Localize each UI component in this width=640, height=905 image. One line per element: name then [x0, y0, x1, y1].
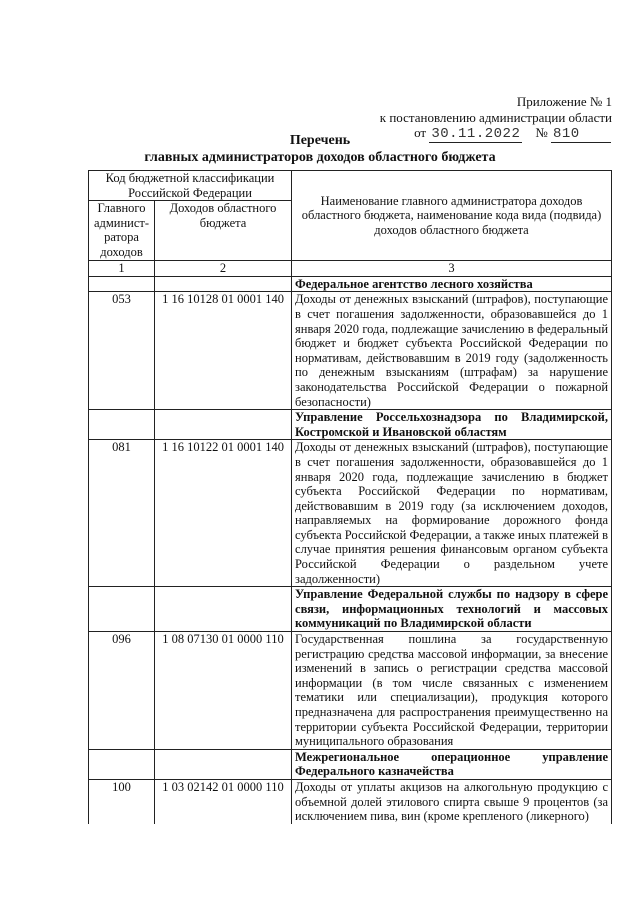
appendix-subtitle: к постановлению администрации области — [379, 110, 612, 125]
number-prefix: № — [535, 125, 548, 140]
revenue-name-cell: Доходы от уплаты акцизов на алкогольную продукцию с объемной долей этилового спирта свыше 9 процентов (за исключением пива, вин (кроме крепленого (ликерного) — [292, 779, 612, 823]
doc-title-line1: Перечень — [289, 133, 351, 148]
column-number: 1 — [89, 261, 155, 277]
section-row — [89, 276, 612, 292]
header-kbk-group: Код бюджетной классификации Российской Федерации — [89, 171, 292, 201]
resolution-date: 30.11.2022 — [431, 126, 521, 142]
date-prefix: от — [414, 125, 427, 140]
resolution-number: 810 — [551, 127, 611, 143]
revenue-name-cell: Доходы от денежных взысканий (штрафов), поступающие в счет погашения задолженности, образовавшейся до 1 января 2020 года, подлежащие зачислению в федеральный бюджет и бюджет субъекта Российской Федерации по нормативам, действовавшим в 2019 году (задолженность по денежным взысканиям (штрафам) за нарушение законодательства Российской Федерации о пожарной безопасности) — [292, 292, 612, 410]
revenue-code-cell: 1 16 10122 01 0001 140 — [155, 440, 292, 587]
table-row — [89, 779, 612, 823]
column-number: 3 — [292, 261, 612, 277]
revenue-code-cell — [155, 749, 292, 779]
admin-code-cell — [89, 410, 155, 440]
appendix-title: Приложение № 1 — [516, 94, 612, 109]
administrator-name-cell: Федеральное агентство лесного хозяйства — [292, 276, 612, 292]
admin-code-cell: 053 — [89, 292, 155, 410]
table-header-row — [89, 171, 612, 201]
table-row — [89, 440, 612, 587]
admin-code-cell — [89, 749, 155, 779]
revenue-code-cell: 1 08 07130 01 0000 110 — [155, 632, 292, 750]
administrator-name-cell: Межрегиональное операционное управление Федерального казначейства — [292, 749, 612, 779]
revenue-code-cell — [155, 410, 292, 440]
column-number: 2 — [155, 261, 292, 277]
table-row — [89, 292, 612, 410]
header-admin-code: Главного админист-ратора доходов — [89, 201, 155, 261]
admin-code-cell: 081 — [89, 440, 155, 587]
admin-code-cell: 100 — [89, 779, 155, 823]
section-row — [89, 410, 612, 440]
revenue-name-cell: Доходы от денежных взысканий (штрафов), поступающие в счет погашения задолженности, образовавшейся до 1 января 2020 года, подлежащие зачислению в бюджет субъекта Российской Федерации по нормативам, действовавшим в 2019 году (за исключением доходов, направляемых на формирование дорожного фонда субъекта Российской Федерации, а также иных платежей в случае принятия решения финансовым органом субъекта Российской Федерации о раздельном учете задолженности) — [292, 440, 612, 587]
section-row — [89, 749, 612, 779]
revenue-code-cell: 1 16 10128 01 0001 140 — [155, 292, 292, 410]
section-row — [89, 587, 612, 632]
administrator-name-cell: Управление Федеральной службы по надзору в сфере связи, информационных технологий и массовых коммуникаций по Владимирской области — [292, 587, 612, 632]
revenue-administrators-table — [88, 170, 612, 824]
doc-title-line2: главных администраторов доходов областного бюджета — [144, 150, 496, 165]
revenue-code-cell — [155, 276, 292, 292]
table-row — [89, 632, 612, 750]
admin-code-cell — [89, 587, 155, 632]
header-name: Наименование главного администратора доходов областного бюджета, наименование кода вида (подвида) доходов областного бюджета — [292, 171, 612, 261]
column-numbers-row — [89, 261, 612, 277]
admin-code-cell: 096 — [89, 632, 155, 750]
revenue-code-cell: 1 03 02142 01 0000 110 — [155, 779, 292, 823]
revenue-code-cell — [155, 587, 292, 632]
admin-code-cell — [89, 276, 155, 292]
header-revenue-code: Доходов областного бюджета — [155, 201, 292, 261]
administrator-name-cell: Управление Россельхознадзора по Владимирской, Костромской и Ивановской областям — [292, 410, 612, 440]
revenue-name-cell: Государственная пошлина за государственную регистрацию средства массовой информации, за внесение изменений в запись о регистрации средства массовой информации (в том числе связанных с изменением тематики или специализации), продукция которого предназначена для распространения преимущественно на территории субъекта Российской Федерации, территории муниципального образования — [292, 632, 612, 750]
